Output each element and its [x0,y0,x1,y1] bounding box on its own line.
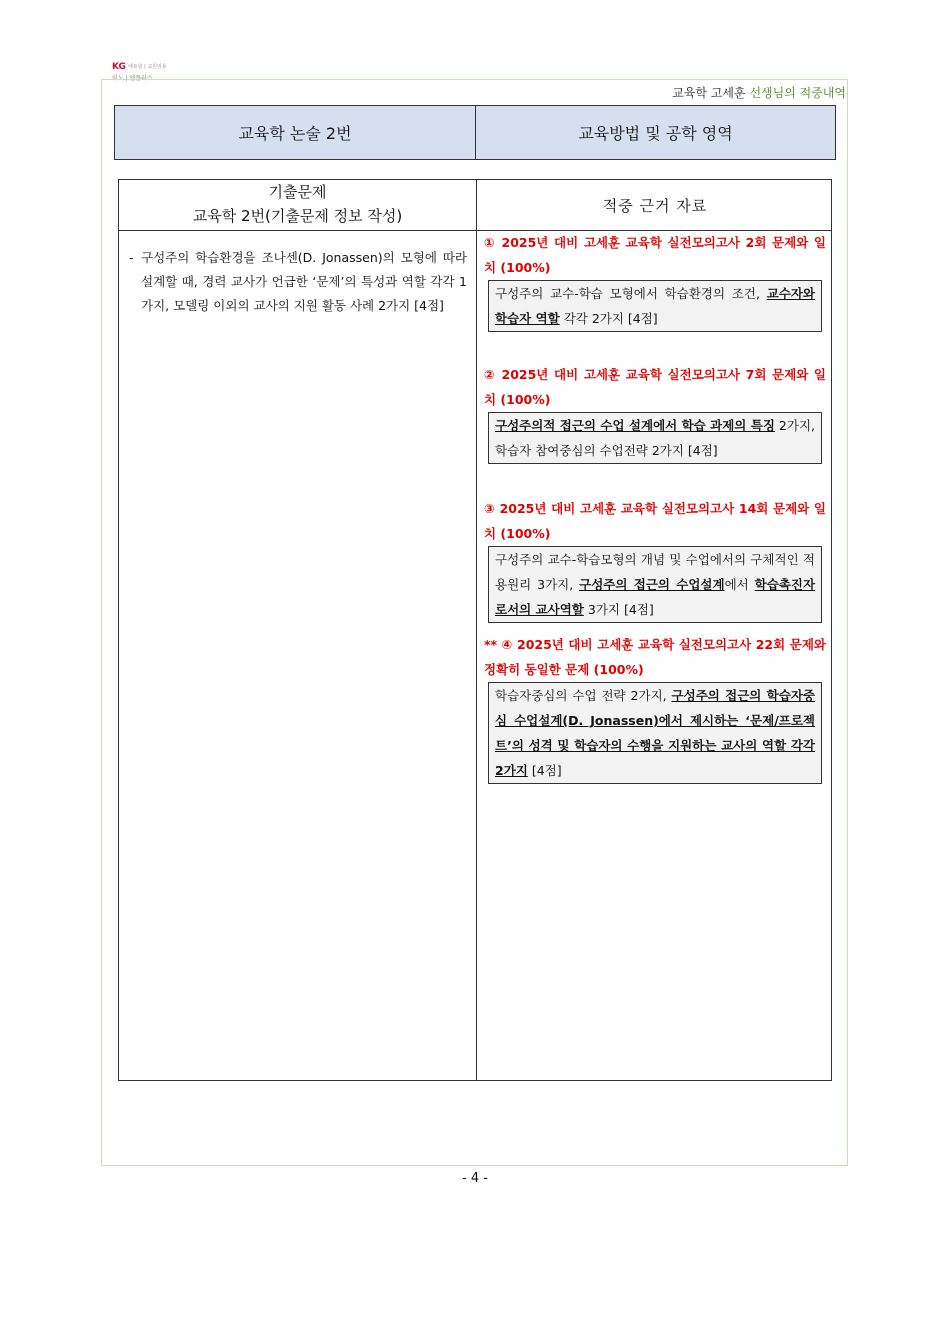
logo-line2: 이노 | 엠플러스 [112,75,153,82]
evidence-title: ① 2025년 대비 고세훈 교육학 실전모의고사 2회 문제와 일치 (100%) [484,235,826,275]
header-title-part2: 선생님의 적중내역 [749,86,846,100]
evidence-title: ② 2025년 대비 고세훈 교육학 실전모의고사 7회 문제와 일치 (100%) [484,367,826,407]
evidence-box: 학습자중심의 수업 전략 2가지, 구성주의 접근의 학습자중심 수업설계(D. Jonassen)에서 제시하는 ‘문제/프로젝트’의 성격 및 학습자의 수행을 지원하는 교사의 역할 각각 2가지 [4점] [488,682,822,784]
header-title [672,84,846,101]
banner-area-label: 교육방법 및 공학 영역 [578,124,733,143]
evidence-box: 구성주의적 접근의 수업 설계에서 학습 과제의 특징 2가지, 학습자 참여중심의 수업전략 2가지 [4점] [488,412,822,464]
page-number: - 4 - [462,1171,488,1186]
section-banner [114,105,836,160]
evidence-title: ** ④ 2025년 대비 고세훈 교육학 실전모의고사 22회 문제와 정확히 동일한 문제 (100%) [484,637,826,677]
evidence-item-3 [484,496,826,623]
logo-mark: KG [112,62,126,72]
column-divider [476,180,477,1080]
comparison-table [118,179,832,1081]
column-header-exam-line2: 교육학 2번(기출문제 정보 작성) [192,207,403,225]
evidence-box: 구성주의 교수-학습 모형에서 학습환경의 조건, 교수자와 학습자 역할 각각 2가지 [4점] [488,280,822,332]
column-header-evidence: 적중 근거 자료 [602,196,708,215]
evidence-item-2 [484,362,826,464]
logo-line1: 에듀원 | 교원임용 [128,64,167,70]
column-header-exam-line1: 기출문제 [268,183,327,201]
evidence-box: 구성주의 교수-학습모형의 개념 및 수업에서의 구체적인 적용원리 3가지, 구성주의 접근의 수업설계에서 학습촉진자로서의 교사역할 3가지 [4점] [488,546,822,623]
banner-exam-label: 교육학 논술 2번 [115,106,476,159]
column-header-exam [119,180,476,230]
exam-question [129,246,467,318]
question-dash: - [129,250,134,265]
header-title-part1: 교육학 고세훈 [672,86,750,100]
question-text: 구성주의 학습환경을 조나센(D. Jonassen)의 모형에 따라 설계할 때, 경력 교사가 언급한 ‘문제’의 특성과 역할 각각 1가지, 모델링 이외의 교사의 지원 활동 사례 2가지 [4점] [141,250,467,313]
evidence-item-1 [484,230,826,332]
evidence-item-4 [484,632,826,784]
evidence-title: ③ 2025년 대비 고세훈 교육학 실전모의고사 14회 문제와 일치 (100%) [484,501,826,541]
